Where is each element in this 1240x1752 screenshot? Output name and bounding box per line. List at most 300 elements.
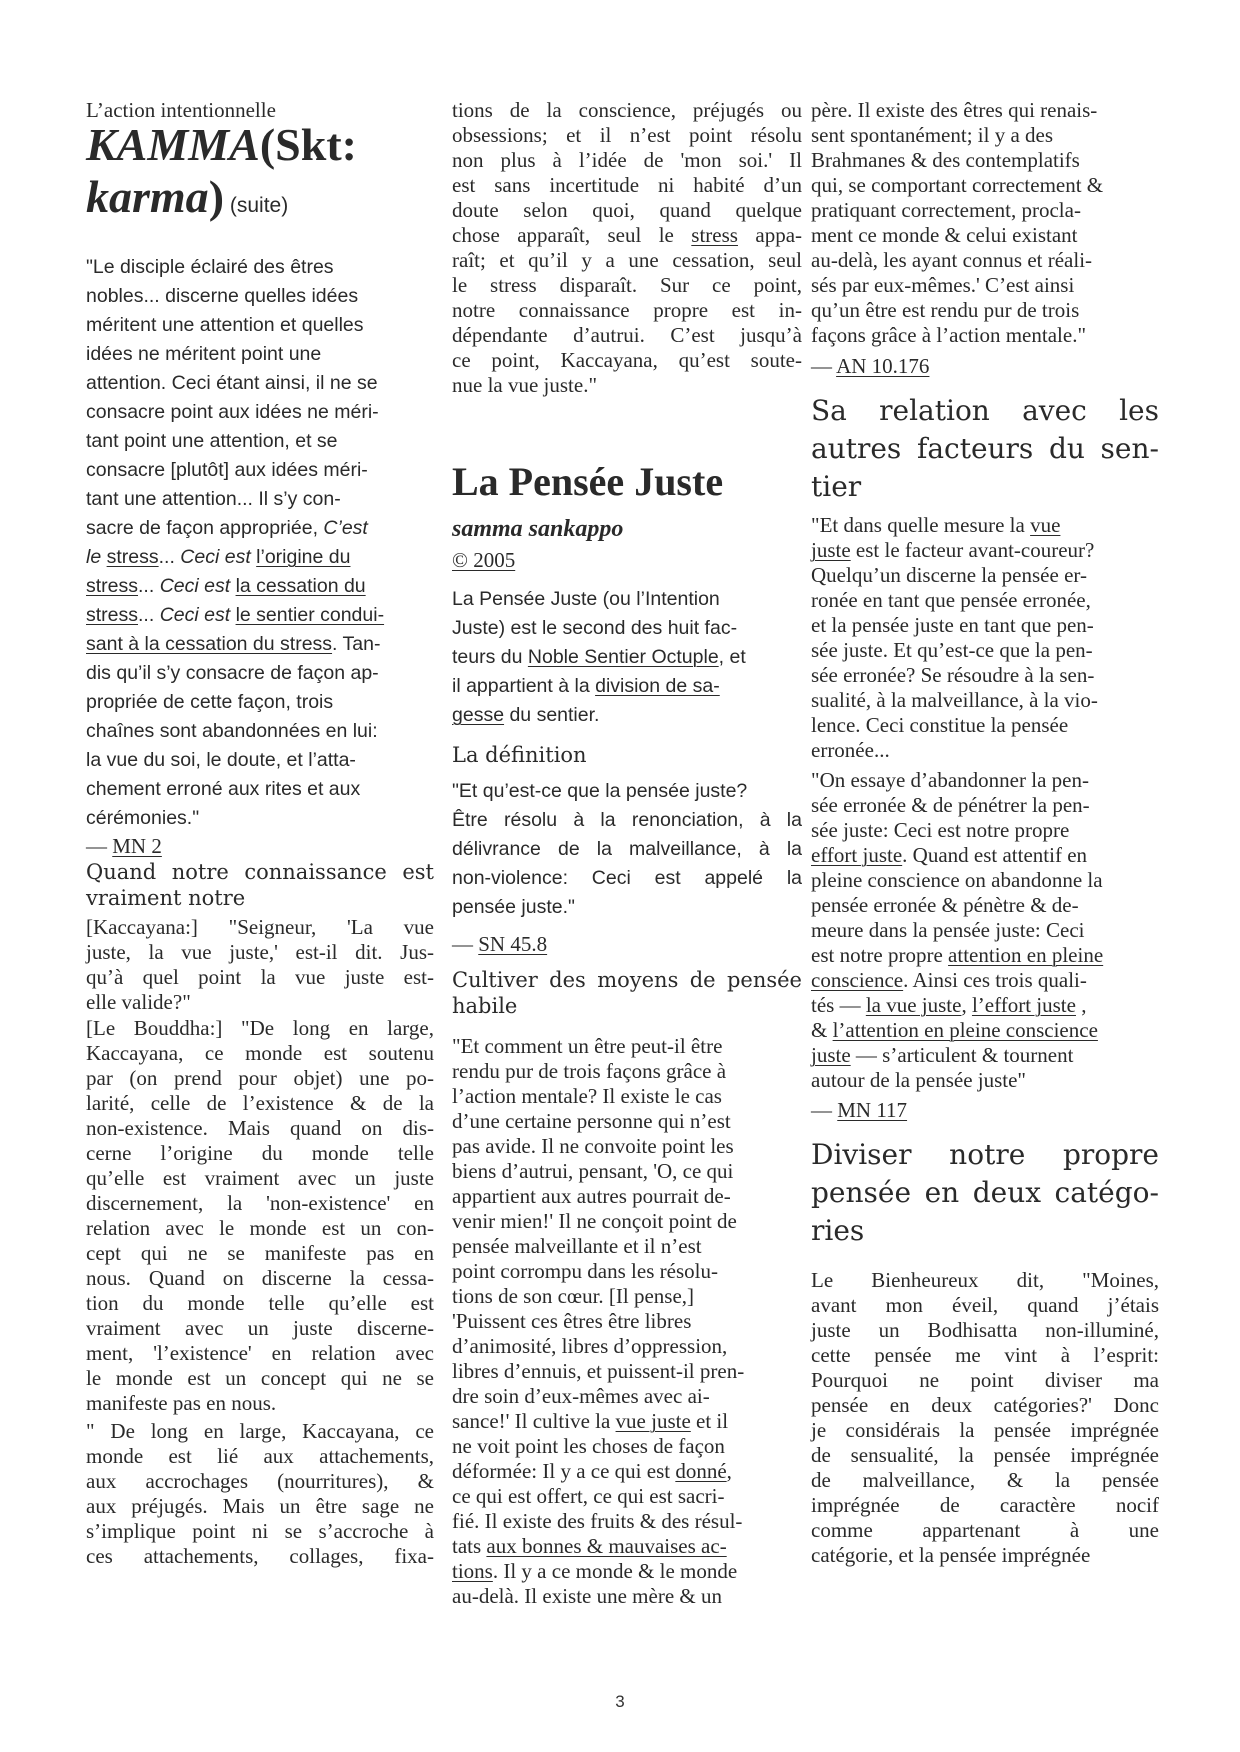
hyperlink[interactable]: donné — [675, 1459, 727, 1483]
text-segment: Juste) est le second des huit fac- — [452, 617, 738, 639]
text-segment: La définition — [452, 743, 587, 767]
text-segment: venir mien!' Il ne conçoit point de — [452, 1209, 737, 1233]
text-line — [811, 1043, 1159, 1068]
text-segment: comme appartenant à une — [811, 1518, 1159, 1542]
text-segment: déformée: Il y a ce qui est — [452, 1459, 676, 1483]
text-segment: notre connaissance propre est in- — [452, 298, 802, 322]
text-segment: ... — [158, 546, 181, 568]
text-segment: "Et qu’est-ce que la pensée juste? — [452, 780, 748, 802]
text-line — [86, 546, 434, 569]
text-line — [86, 1216, 434, 1241]
text-line — [452, 173, 802, 198]
text-line — [811, 198, 1159, 223]
text-line — [452, 1059, 802, 1084]
text-line — [86, 633, 434, 656]
title — [86, 118, 434, 171]
text-line — [452, 123, 802, 148]
text-segment: "Et dans quelle mesure la — [811, 513, 1031, 537]
text-line — [811, 968, 1159, 993]
text-line — [86, 1341, 434, 1366]
text-segment: cerne l’origine du monde telle — [86, 1141, 434, 1165]
text-segment: pensée en deux catégories?' Donc — [811, 1393, 1159, 1417]
text-line — [452, 1084, 802, 1109]
text-segment: est notre propre — [811, 943, 949, 967]
text-segment: qui, se comportant correctement & — [811, 173, 1104, 197]
text-segment: Pourquoi ne point diviser ma — [811, 1368, 1159, 1392]
text-segment: Diviser notre propre — [811, 1138, 1159, 1171]
citation — [811, 1098, 1159, 1123]
text-segment: tions de la conscience, préjugés ou — [452, 98, 802, 122]
text-segment: 'Puissent ces êtres être libres — [452, 1309, 692, 1333]
text-segment: non-existence. Mais quand on dis- — [86, 1116, 434, 1140]
text-line — [811, 943, 1159, 968]
text-line — [86, 1444, 434, 1469]
text-segment: karma — [86, 171, 209, 222]
text-segment: consacre [plutôt] aux idées méri- — [86, 459, 368, 481]
text-segment: pensée juste." — [452, 896, 575, 918]
section-title — [811, 1214, 1159, 1247]
text-segment: cette pensée me vint à l’esprit: — [811, 1343, 1159, 1367]
text-segment: dre soin d’eux-mêmes avec ai- — [452, 1384, 710, 1408]
text-line — [86, 691, 434, 714]
text-line — [86, 990, 434, 1015]
text-line — [452, 1359, 802, 1384]
text-segment: . Ainsi ces trois quali- — [903, 968, 1087, 992]
text-line — [86, 401, 434, 424]
text-segment: aux préjugés. Mais un être sage ne — [86, 1494, 434, 1518]
text-line — [86, 1519, 434, 1544]
text-segment: d’une certaine personne qui n’est — [452, 1109, 731, 1133]
text-line — [811, 223, 1159, 248]
subtitle — [452, 516, 802, 543]
text-line — [452, 1259, 802, 1284]
hyperlink[interactable]: MN 2 — [112, 834, 162, 858]
text-line — [86, 604, 434, 627]
text-segment: tions de son cœur. [Il pense,] — [452, 1284, 695, 1308]
text-segment: point corrompu dans les résolu- — [452, 1259, 718, 1283]
text-line — [86, 1166, 434, 1191]
section-title — [811, 432, 1159, 465]
hyperlink[interactable]: vue — [1030, 513, 1061, 537]
text-line — [86, 749, 434, 772]
text-segment: — — [452, 932, 479, 956]
text-segment: le stress disparaît. Sur ce point, — [452, 273, 802, 297]
text-segment: attention. Ceci étant ainsi, il ne se — [86, 372, 378, 394]
text-line — [452, 1309, 802, 1334]
text-segment: sacre de façon appropriée, — [86, 517, 324, 539]
text-line — [452, 98, 802, 123]
text-segment: , — [961, 993, 972, 1017]
hyperlink[interactable]: stress — [86, 575, 139, 597]
text-segment: rendu pur de trois façons grâce à — [452, 1059, 727, 1083]
text-line — [811, 1068, 1159, 1093]
text-line — [811, 173, 1159, 198]
citation — [811, 354, 1159, 379]
text-segment: au-delà, les ayant connus et réali- — [811, 248, 1093, 272]
text-line — [811, 868, 1159, 893]
text-line — [811, 1268, 1159, 1293]
subheading — [452, 743, 802, 767]
text-segment: pensée en deux catégo- — [811, 1176, 1159, 1209]
hyperlink[interactable]: la cessation du — [235, 575, 366, 597]
text-segment: non-violence: Ceci est appelé la — [452, 867, 802, 889]
text-segment: Être résolu à la renonciation, à la — [452, 809, 802, 831]
text-segment: (Skt: — [259, 119, 357, 170]
text-line — [452, 675, 802, 698]
text-segment: elle valide?" — [86, 990, 191, 1014]
subheading — [86, 860, 434, 884]
text-line — [86, 285, 434, 308]
text-segment: tats — [452, 1534, 487, 1558]
text-segment: juste un Bodhisatta non-illuminé, — [811, 1318, 1159, 1342]
text-segment: la vue du soi, le doute, et l’atta- — [86, 749, 356, 771]
text-line — [811, 713, 1159, 738]
text-segment: cérémonies." — [86, 807, 200, 829]
text-line — [811, 1343, 1159, 1368]
section-title — [811, 470, 1159, 503]
text-line — [811, 123, 1159, 148]
text-segment: façons grâce à l’action mentale." — [811, 323, 1087, 347]
text-line — [811, 1393, 1159, 1418]
text-line — [452, 323, 802, 348]
text-line — [811, 793, 1159, 818]
text-line — [452, 198, 802, 223]
text-segment: appartient aux autres pourrait de- — [452, 1184, 731, 1208]
text-line — [452, 646, 802, 669]
text-segment: sent spontanément; il y a des — [811, 123, 1054, 147]
text-line — [452, 248, 802, 273]
text-line — [452, 838, 802, 861]
text-segment: & — [811, 1018, 833, 1042]
text-segment: erronée... — [811, 738, 890, 762]
text-segment: vraiment notre — [86, 886, 246, 910]
text-line — [452, 1109, 802, 1134]
hyperlink[interactable]: le sentier condui- — [235, 604, 385, 626]
text-line — [86, 720, 434, 743]
text-line — [811, 1318, 1159, 1343]
text-segment: . Quand est attentif en — [902, 843, 1088, 867]
text-segment: s’implique point ni se s’accroche à — [86, 1519, 434, 1543]
text-segment: de malveillance, & la pensée — [811, 1468, 1159, 1492]
text-segment: le monde est un concept qui ne se — [86, 1366, 434, 1390]
text-segment: habile — [452, 994, 518, 1018]
text-segment: ... — [138, 575, 160, 597]
text-segment: aux accrochages (nourritures), & — [86, 1469, 434, 1493]
text-segment: [Kaccayana:] "Seigneur, 'La vue — [86, 915, 434, 939]
section-title — [811, 394, 1159, 427]
text-segment: La Pensée Juste — [452, 459, 724, 504]
hyperlink[interactable]: attention en pleine — [948, 943, 1104, 967]
text-segment: est sans incertitude ni habité d’un — [452, 173, 802, 197]
text-segment: lence. Ceci constitue la pensée — [811, 713, 1069, 737]
text-line — [811, 1468, 1159, 1493]
text-segment: qu’un être est rendu pur de trois — [811, 298, 1080, 322]
text-segment: tant une attention... Il s’y con- — [86, 488, 341, 510]
text-segment: ... — [138, 604, 160, 626]
text-line — [452, 223, 802, 248]
hyperlink[interactable]: vue juste — [615, 1409, 691, 1433]
text-line — [86, 778, 434, 801]
text-segment: sés par eux-mêmes.' C’est ainsi — [811, 273, 1075, 297]
text-segment: ronée en tant que pensée erronée, — [811, 588, 1091, 612]
text-segment: pleine conscience on abandonne la — [811, 868, 1103, 892]
hyperlink[interactable]: © 2005 — [452, 548, 516, 572]
text-line — [86, 1041, 434, 1066]
text-line — [86, 915, 434, 940]
text-line — [86, 1266, 434, 1291]
text-segment: propriée de cette façon, trois — [86, 691, 334, 713]
text-segment: sance!' Il cultive la — [452, 1409, 616, 1433]
text-segment: l’action mentale? Il existe le cas — [452, 1084, 722, 1108]
text-line — [811, 588, 1159, 613]
text-line — [452, 1184, 802, 1209]
text-line — [452, 1034, 802, 1059]
hyperlink[interactable]: l’attention en pleine conscience — [832, 1018, 1098, 1042]
text-segment: au-delà. Il existe une mère & un — [452, 1584, 722, 1608]
text-segment: fié. Il existe des fruits & des résul- — [452, 1509, 743, 1533]
text-line — [86, 807, 434, 830]
text-line — [86, 965, 434, 990]
text-segment: monde est lié aux attachements, — [86, 1444, 434, 1468]
text-segment: et il — [690, 1409, 729, 1433]
hyperlink[interactable]: effort juste — [811, 843, 903, 867]
text-line — [811, 1518, 1159, 1543]
text-segment: meure dans la pensée juste: Ceci — [811, 918, 1085, 942]
text-segment: avant mon éveil, quand j’étais — [811, 1293, 1159, 1317]
hyperlink[interactable]: la vue juste — [865, 993, 962, 1017]
text-segment: consacre point aux idées ne méri- — [86, 401, 379, 423]
text-segment: dépendante d’autrui. C’est jusqu’à — [452, 323, 802, 347]
citation — [86, 834, 434, 859]
text-line — [811, 688, 1159, 713]
text-segment: sée juste: Ceci est notre propre — [811, 818, 1070, 842]
text-segment: sée erronée & de pénétrer la pen- — [811, 793, 1090, 817]
text-segment: KAMMA — [86, 119, 260, 170]
text-segment: sée juste. Et qu’est-ce que la pen- — [811, 638, 1093, 662]
subheading — [452, 968, 802, 992]
text-segment: tés — — [811, 993, 866, 1017]
text-segment: (suite) — [224, 194, 289, 217]
text-segment: autres facteurs du sen- — [811, 432, 1159, 465]
text-line — [86, 1066, 434, 1091]
text-segment: du sentier. — [504, 704, 600, 726]
text-segment: L’action intentionnelle — [86, 98, 276, 122]
text-segment: catégorie, et la pensée imprégnée — [811, 1543, 1091, 1567]
citation — [452, 932, 802, 957]
hyperlink[interactable]: MN 117 — [837, 1098, 908, 1122]
text-line — [86, 372, 434, 395]
subheading — [86, 886, 434, 910]
text-segment: imprégnée de caractère nocif — [811, 1493, 1159, 1517]
text-line — [452, 588, 802, 611]
text-segment: tant point une attention, et se — [86, 430, 338, 452]
text-segment: ce qui est offert, ce qui est sacri- — [452, 1484, 725, 1508]
text-line — [452, 1409, 802, 1434]
text-line — [452, 1509, 802, 1534]
text-segment: "Et comment un être peut-il être — [452, 1034, 723, 1058]
text-line — [86, 575, 434, 598]
text-line — [811, 148, 1159, 173]
text-segment: libres d’ennuis, et puissent-il pren- — [452, 1359, 745, 1383]
text-segment: Kaccayana, ce monde est soutenu — [86, 1041, 434, 1065]
text-segment: relation avec le monde est un con- — [86, 1216, 434, 1240]
text-segment: qu’elle est vraiment avec un juste — [86, 1166, 434, 1190]
text-line — [86, 1419, 434, 1444]
text-segment: ces attachements, collages, fixa- — [86, 1544, 434, 1568]
text-line — [811, 538, 1159, 563]
hyperlink[interactable]: stress — [86, 604, 139, 626]
hyperlink[interactable]: gesse — [452, 704, 505, 726]
text-line — [811, 818, 1159, 843]
text-segment: — — [811, 354, 837, 378]
text-segment: teurs du — [452, 646, 528, 668]
text-segment: chose apparaît, seul le — [452, 223, 692, 247]
hyperlink[interactable]: l’origine du — [256, 546, 351, 568]
hyperlink[interactable]: sant à la cessation du stress — [86, 633, 333, 655]
text-line — [452, 1484, 802, 1509]
hyperlink[interactable]: stress — [691, 223, 738, 247]
text-segment: Ceci est — [180, 546, 251, 568]
text-line — [86, 1544, 434, 1569]
text-line — [452, 1159, 802, 1184]
text-line — [811, 273, 1159, 298]
text-segment: Quand notre connaissance est — [86, 860, 434, 884]
hyperlink[interactable]: aux bonnes & mauvaises ac- — [486, 1534, 727, 1558]
text-segment: raît; et qu’il y a une cessation, seul — [452, 248, 802, 272]
text-segment: Quelqu’un discerne la pensée er- — [811, 563, 1087, 587]
text-line — [811, 613, 1159, 638]
text-segment: qu’à quel point la vue juste est- — [86, 965, 434, 989]
text-segment: , — [726, 1459, 732, 1483]
text-segment: ce point, Kaccayana, qu’est soute- — [452, 348, 802, 372]
text-line — [811, 918, 1159, 943]
text-segment: nobles... discerne quelles idées — [86, 285, 359, 307]
text-line — [86, 517, 434, 540]
text-segment: père. Il existe des êtres qui renais- — [811, 98, 1098, 122]
text-segment: juste, la vue juste,' est-il dit. Jus- — [86, 940, 434, 964]
hyperlink[interactable]: conscience — [811, 968, 904, 992]
text-segment: vraiment avec un juste discerne- — [86, 1316, 434, 1340]
text-segment: tier — [811, 470, 862, 503]
text-line — [452, 148, 802, 173]
text-segment: " De long en large, Kaccayana, ce — [86, 1419, 434, 1443]
text-line — [811, 248, 1159, 273]
text-segment: samma sankappo — [452, 516, 624, 542]
text-line — [86, 256, 434, 279]
text-segment: doute selon quoi, quand quelque — [452, 198, 802, 222]
text-line — [86, 314, 434, 337]
text-line — [811, 1543, 1159, 1568]
text-line — [452, 1534, 802, 1559]
text-line — [811, 1443, 1159, 1468]
hyperlink[interactable]: Noble Sentier Octuple — [527, 646, 719, 668]
text-line — [86, 459, 434, 482]
text-segment: Brahmanes & des contemplatifs — [811, 148, 1080, 172]
text-segment: pas avide. Il ne convoite point les — [452, 1134, 734, 1158]
text-line — [86, 1191, 434, 1216]
text-segment: , et — [718, 646, 746, 668]
text-segment: [Le Bouddha:] "De long en large, — [86, 1016, 434, 1040]
hyperlink[interactable]: l’effort juste — [971, 993, 1076, 1017]
text-line — [86, 1291, 434, 1316]
hyperlink[interactable]: SN 45.8 — [478, 932, 548, 956]
text-segment: je considérais la pensée imprégnée — [811, 1418, 1159, 1442]
hyperlink[interactable]: division de sa- — [595, 675, 720, 697]
text-segment: Ceci est — [159, 575, 231, 597]
text-segment: et la pensée juste en tant que pen- — [811, 613, 1094, 637]
text-segment: tion du monde telle qu’elle est — [86, 1291, 434, 1315]
text-segment: par (on prend pour objet) une po- — [86, 1066, 434, 1090]
text-line — [86, 1241, 434, 1266]
text-line — [452, 896, 802, 919]
text-segment: pensée malveillante et il n’est — [452, 1234, 702, 1258]
text-segment: . Il y a ce monde & le monde — [492, 1559, 738, 1583]
text-segment: cept qui ne se manifeste pas en — [86, 1241, 434, 1265]
text-line — [452, 809, 802, 832]
text-line — [86, 1391, 434, 1416]
text-line — [811, 298, 1159, 323]
hyperlink[interactable]: tions — [452, 1559, 493, 1583]
text-line — [86, 488, 434, 511]
text-segment: Sa relation avec les — [811, 394, 1159, 427]
text-line — [452, 298, 802, 323]
text-line — [811, 768, 1159, 793]
text-line — [811, 323, 1159, 348]
text-segment: — — [86, 834, 113, 858]
text-segment: "Le disciple éclairé des êtres — [86, 256, 334, 278]
page-number: 3 — [615, 1692, 625, 1711]
text-line — [452, 373, 802, 398]
text-line — [452, 273, 802, 298]
text-line — [452, 1134, 802, 1159]
text-line — [452, 348, 802, 373]
text-line — [86, 1116, 434, 1141]
text-line — [86, 1091, 434, 1116]
text-line — [811, 738, 1159, 763]
text-line — [452, 1584, 802, 1609]
text-line — [811, 1418, 1159, 1443]
text-segment: Ceci est — [159, 604, 231, 626]
text-segment: d’animosité, libres d’oppression, — [452, 1334, 728, 1358]
text-line — [452, 1284, 802, 1309]
text-segment: chaînes sont abandonnées en lui: — [86, 720, 378, 742]
text-segment: ries — [811, 1214, 865, 1247]
text-line — [811, 893, 1159, 918]
hyperlink[interactable]: juste — [811, 538, 851, 562]
text-line — [811, 638, 1159, 663]
text-segment: "On essaye d’abandonner la pen- — [811, 768, 1089, 792]
hyperlink[interactable]: stress — [106, 546, 159, 568]
text-line — [452, 1234, 802, 1259]
text-line — [811, 843, 1159, 868]
text-segment: dis qu’il s’y consacre de façon ap- — [86, 662, 379, 684]
text-line — [452, 1209, 802, 1234]
title — [86, 170, 434, 223]
hyperlink[interactable]: juste — [811, 1043, 851, 1067]
text-line — [86, 662, 434, 685]
hyperlink[interactable]: AN 10.176 — [836, 354, 930, 378]
text-line — [86, 1316, 434, 1341]
text-line — [452, 704, 802, 727]
text-line — [811, 513, 1159, 538]
text-line — [86, 940, 434, 965]
text-line — [86, 1366, 434, 1391]
text-segment: La Pensée Juste (ou l’Intention — [452, 588, 720, 610]
text-segment: pratiquant correctement, procla- — [811, 198, 1081, 222]
text-line — [86, 430, 434, 453]
text-segment: larité, celle de l’existence & de la — [86, 1091, 434, 1115]
text-segment: obsessions; et il n’est point résolu — [452, 123, 802, 147]
